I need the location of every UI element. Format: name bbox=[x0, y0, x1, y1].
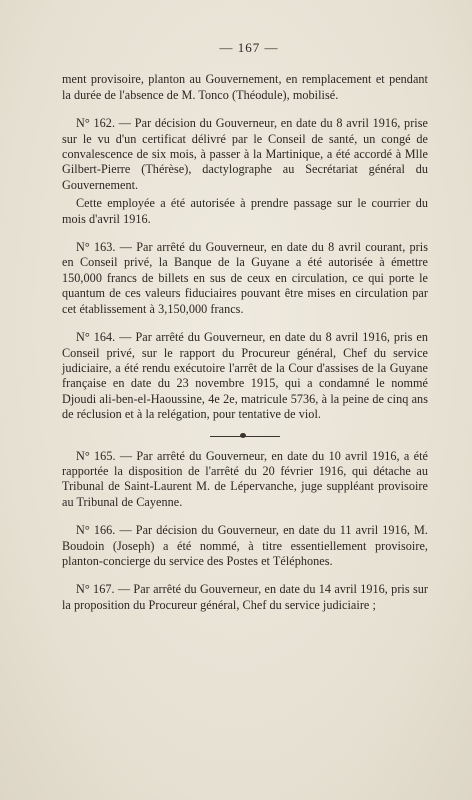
paragraph-arrete-167: N° 167. — Par arrêté du Gouverneur, en date du 14 avril 1916, pris sur la proposition du Procureur général, Chef du service judiciaire ; bbox=[62, 582, 428, 612]
section-divider bbox=[210, 436, 280, 437]
paragraph-decision-162: N° 162. — Par décision du Gouverneur, en date du 8 avril 1916, prise sur le vu d'un certificat délivré par le Conseil de santé, un congé de convalescence de six mois, à passer à la Martinique, a été accordé à Mlle Gilbert-Pierre (Thérèse), dactylographe au Secrétariat général du Gouvernement. bbox=[62, 116, 428, 192]
paragraph-decision-162-note: Cette employée a été autorisée à prendre passage sur le courrier du mois d'avril 1916. bbox=[62, 196, 428, 226]
document-page bbox=[62, 40, 428, 626]
paragraph-arrete-164: N° 164. — Par arrêté du Gouverneur, en date du 8 avril 1916, pris en Conseil privé, sur le rapport du Procureur général, Chef du service judiciaire, a été rendu exécutoire l'arrêt de la Cour d'assises de la Guyane française en date du 23 novembre 1915, qui a condamné le nommé Djoudi ali-ben-el-Haoussine, 4e 2e, matricule 5736, à la peine de cinq ans de réclusion et à la relégation, pour tentative de viol. bbox=[62, 330, 428, 422]
paragraph-arrete-165: N° 165. — Par arrêté du Gouverneur, en date du 10 avril 1916, a été rapportée la disposition de l'arrêté du 20 février 1916, qui détache au Tribunal de Saint-Laurent M. de Lépervanche, juge suppléant provisoire au Tribunal de Cayenne. bbox=[62, 448, 428, 509]
paragraph-arrete-163: N° 163. — Par arrêté du Gouverneur, en date du 8 avril courant, pris en Conseil privé, la Banque de la Guyane a été autorisée à émettre 150,000 francs de billets en sus de ceux en circulation, ce qui porte le quantum de ces valeurs fiduciaires pouvant être mises en circulation par cet établissement à 3,150,000 francs. bbox=[62, 240, 428, 316]
paragraph-continuation: ment provisoire, planton au Gouvernement, en remplacement et pendant la durée de l'absence de M. Tonco (Théodule), mobilisé. bbox=[62, 72, 428, 102]
page-number: — 167 — bbox=[219, 40, 279, 55]
paragraph-decision-166: N° 166. — Par décision du Gouverneur, en date du 11 avril 1916, M. Boudoin (Joseph) a été nommé, à titre essentiellement provisoire, planton-concierge du service des Postes et Téléphones. bbox=[62, 523, 428, 568]
